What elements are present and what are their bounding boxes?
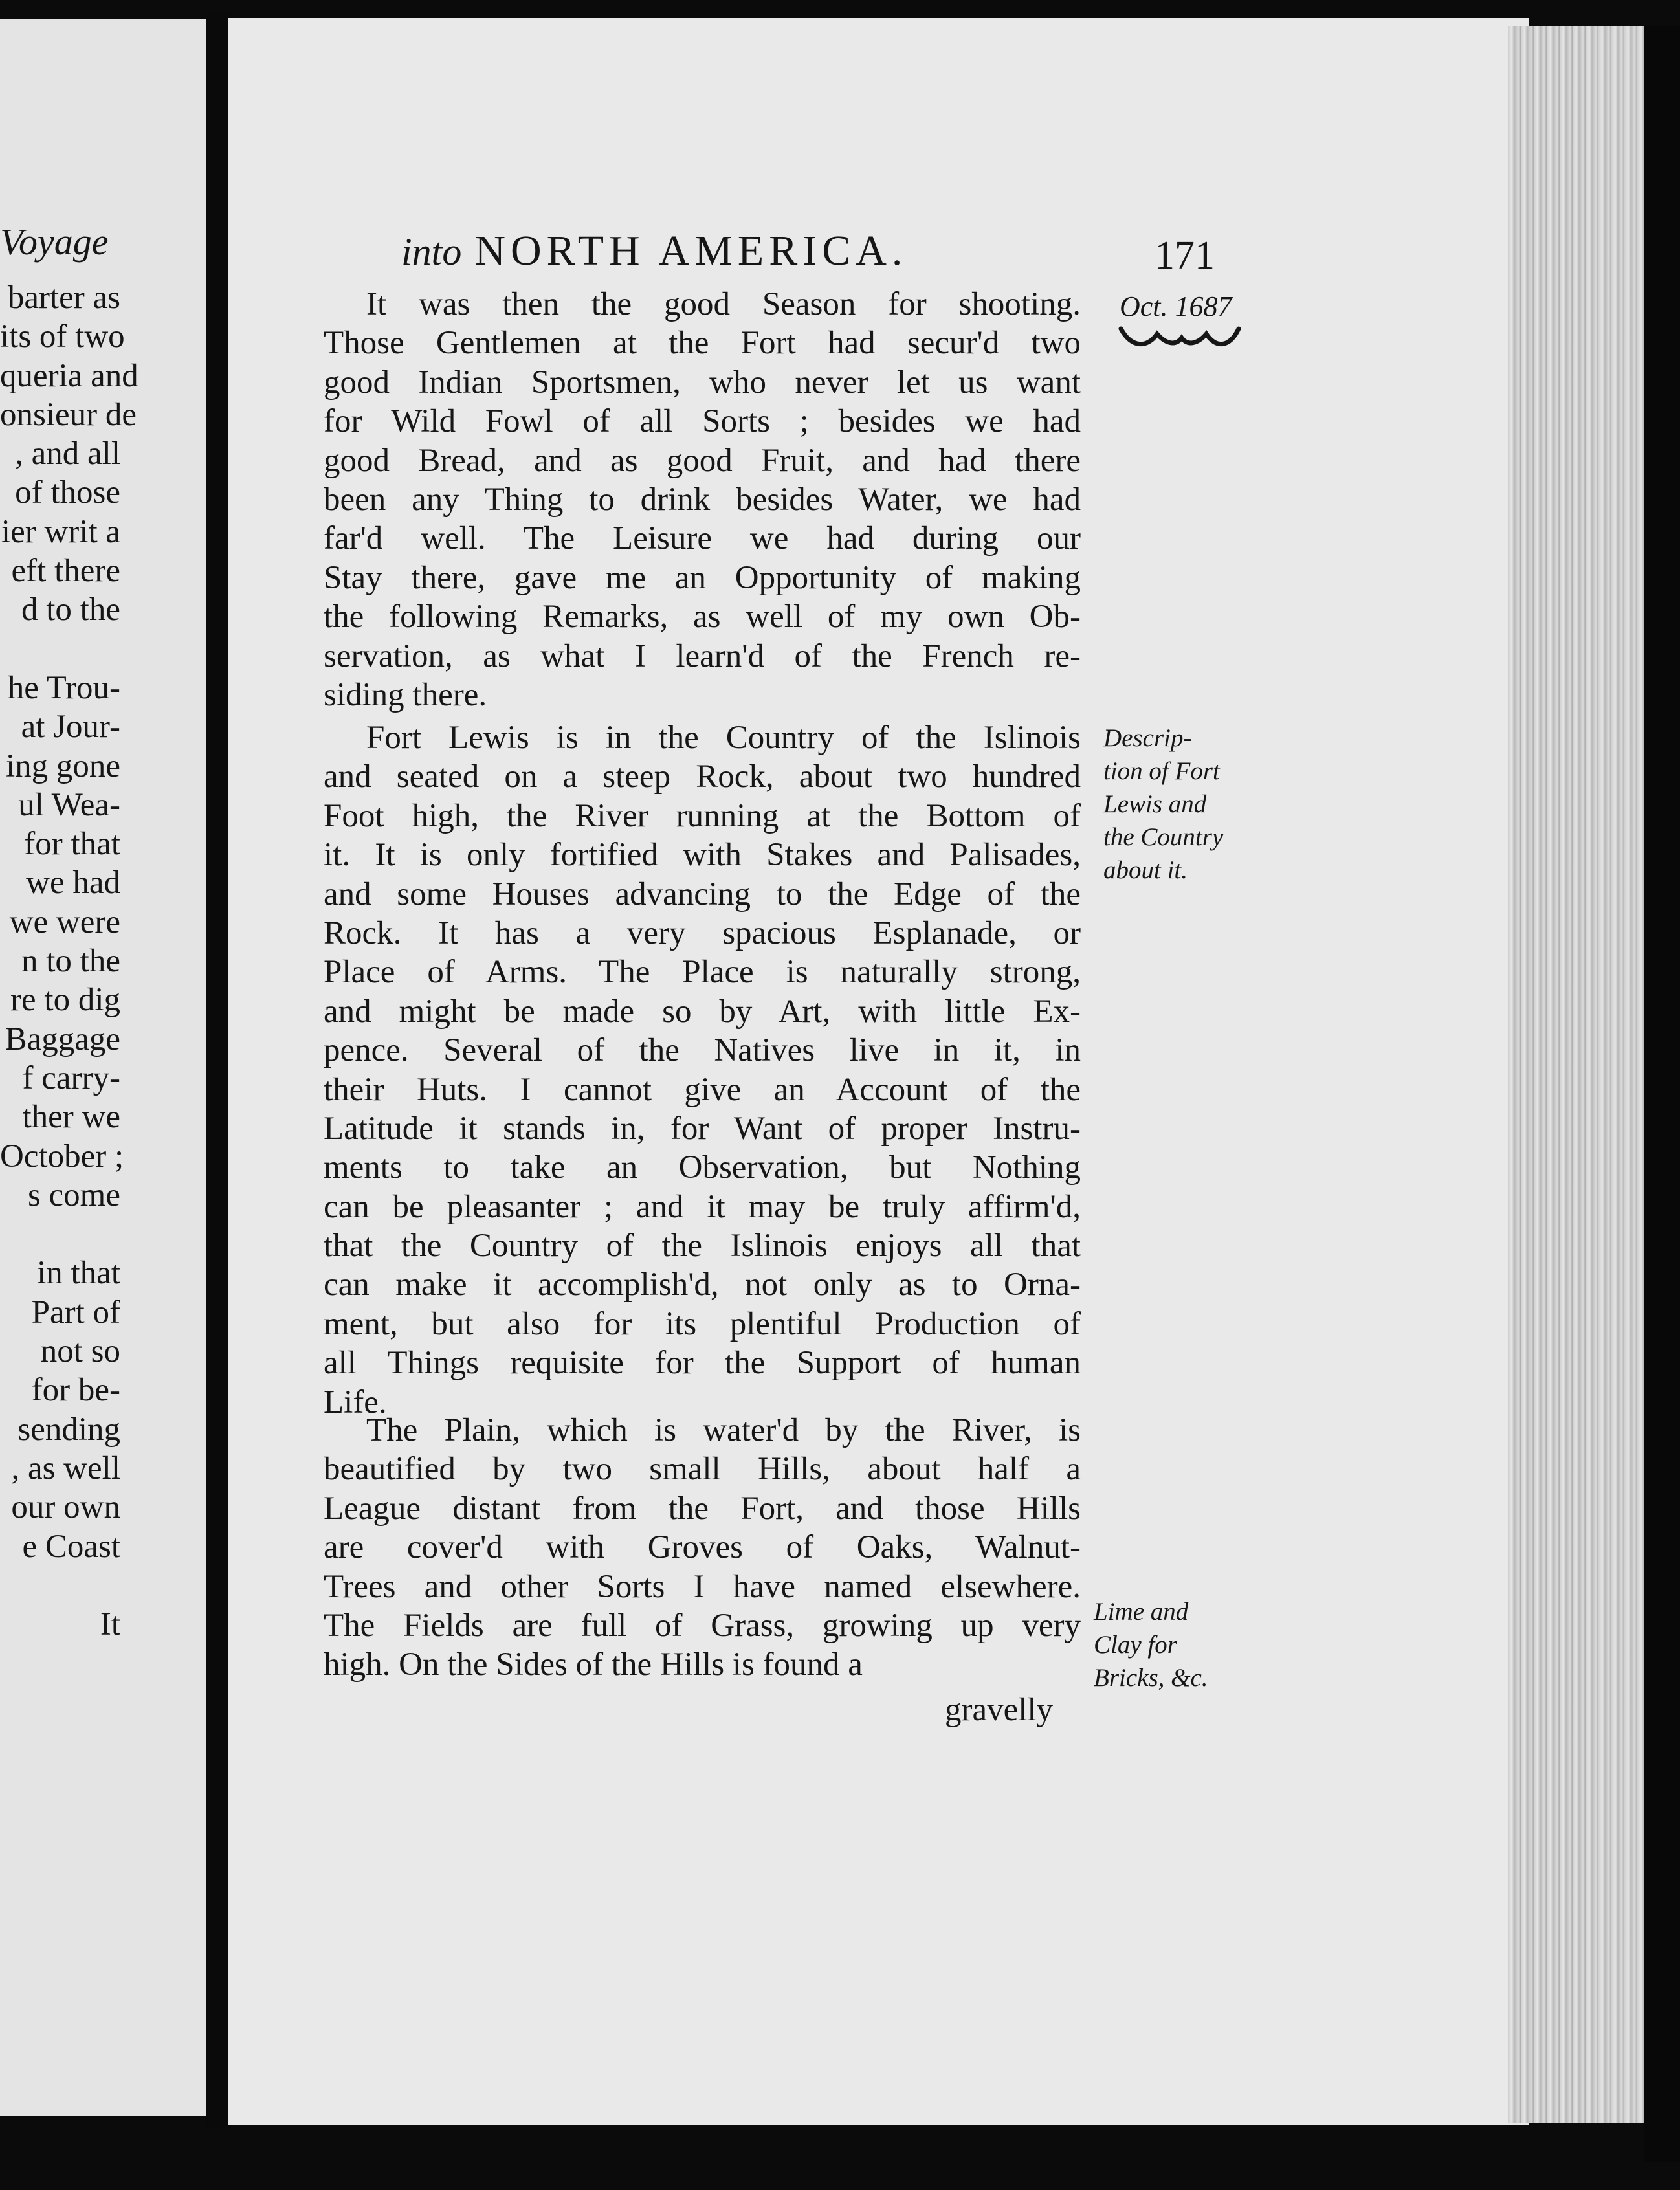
margin-note-line: tion of Fort [1103, 757, 1220, 785]
left-text-line: of those [15, 474, 120, 511]
margin-note-lime-clay [1094, 1595, 1208, 1694]
left-text-line [0, 630, 120, 669]
text-line: can make it accomplish'd, not only as to Orna- [324, 1266, 1081, 1303]
left-text-line: Part of [31, 1294, 120, 1331]
left-text-line [0, 1215, 120, 1254]
text-line: for Wild Fowl of all Sorts ; besides we had [324, 403, 1081, 440]
text-line: The Plain, which is water'd by the River, is [366, 1412, 1081, 1448]
text-line: Trees and other Sorts I have named elsewhere. [324, 1568, 1081, 1605]
left-text-line: f carry- [22, 1059, 120, 1096]
paragraph-plain-hills [324, 1411, 1081, 1685]
left-text-line: at Jour- [21, 709, 120, 746]
left-text-line: It [100, 1606, 120, 1643]
text-line: are cover'd with Groves of Oaks, Walnut- [324, 1529, 1081, 1566]
left-text-line: we had [26, 865, 120, 901]
margin-date: Oct. 1687 [1120, 291, 1232, 322]
page-number: 171 [1155, 234, 1215, 278]
text-line: all Things requisite for the Support of human [324, 1345, 1081, 1382]
text-line: It was then the good Season for shooting. [366, 286, 1081, 322]
margin-note-fort-lewis [1103, 722, 1223, 887]
left-text-line: he Trou- [7, 669, 120, 706]
text-line: ment, but also for its plentiful Production of [324, 1305, 1081, 1342]
text-line: Rock. It has a very spacious Esplanade, or [324, 914, 1081, 951]
text-line: their Huts. I cannot give an Account of the [324, 1071, 1081, 1108]
left-text-line: barter as [7, 280, 120, 316]
paragraph-fort-lewis [324, 718, 1081, 1422]
text-line: servation, as what I learn'd of the French re- [324, 637, 1081, 674]
margin-note-line: Bricks, &c. [1094, 1664, 1208, 1692]
text-line: good Indian Sportsmen, who never let us want [324, 364, 1081, 401]
text-line: and seated on a steep Rock, about two hundred [324, 758, 1081, 795]
text-line: pence. Several of the Natives live in it, in [324, 1032, 1081, 1069]
text-line: Those Gentlemen at the Fort had secur'd two [324, 325, 1081, 362]
left-text-line: sending [17, 1411, 120, 1448]
left-text-line: , and all [15, 436, 120, 472]
text-line: Latitude it stands in, for Want of proper Instru- [324, 1110, 1081, 1147]
left-text-line: ul Wea- [18, 786, 120, 823]
paragraph-hunting-season [324, 285, 1081, 714]
left-text-line: d to the [21, 592, 120, 628]
text-line: far'd well. The Leisure we had during our [324, 520, 1081, 557]
left-text-line [0, 1566, 120, 1605]
left-text-line: for be- [31, 1372, 120, 1409]
left-text-line: re to dig [10, 982, 120, 1019]
margin-note-line: Descrip- [1103, 724, 1192, 752]
left-text-line: its of two [0, 318, 125, 355]
text-line: Life. [324, 1384, 387, 1421]
running-head-lead: into [401, 230, 462, 273]
text-line: Stay there, gave me an Opportunity of making [324, 559, 1081, 596]
page-edges [1508, 26, 1657, 2123]
left-page-text [0, 278, 138, 1644]
brace-ornament [1118, 324, 1241, 349]
catchword: gravelly [945, 1692, 1054, 1728]
margin-note-line: Lime and [1094, 1598, 1189, 1626]
text-line: the following Remarks, as well of my own Ob- [324, 599, 1081, 636]
left-text-line: not so [40, 1333, 120, 1370]
left-text-line: queria and [0, 357, 138, 394]
text-line: siding there. [324, 676, 487, 713]
left-text-line: Baggage [5, 1021, 120, 1057]
left-text-line: ier writ a [1, 513, 120, 550]
left-text-line: for that [24, 826, 120, 863]
margin-note-line: about it. [1103, 856, 1188, 884]
text-line: Place of Arms. The Place is naturally strong, [324, 954, 1081, 991]
text-line: that the Country of the Islinois enjoys all that [324, 1228, 1081, 1265]
edge-shadow [1644, 26, 1680, 2162]
left-text-line: ther we [22, 1099, 120, 1136]
margin-note-line: Clay for [1094, 1631, 1177, 1659]
left-text-line: , as well [11, 1450, 120, 1487]
margin-note-line: the Country [1103, 823, 1224, 851]
text-line: can be pleasanter ; and it may be truly affirm'd, [324, 1188, 1081, 1225]
left-text-line: we were [9, 903, 120, 940]
left-text-line: e Coast [22, 1528, 120, 1565]
text-line: good Bread, and as good Fruit, and had there [324, 442, 1081, 479]
left-text-line: ing gone [5, 747, 120, 784]
text-line: beautified by two small Hills, about half a [324, 1451, 1081, 1488]
left-text-line: n to the [21, 943, 120, 980]
text-line: Fort Lewis is in the Country of the Islinois [366, 720, 1081, 756]
text-line: ments to take an Observation, but Nothing [324, 1149, 1081, 1186]
margin-note-line: Lewis and [1103, 790, 1207, 818]
left-text-line: onsieur de [0, 396, 137, 433]
text-line: and some Houses advancing to the Edge of the [324, 876, 1081, 912]
text-line: it. It is only fortified with Stakes and Palisades, [324, 837, 1081, 874]
text-line: high. On the Sides of the Hills is found a [324, 1646, 863, 1683]
left-text-line: October ; [0, 1138, 124, 1175]
text-line: League distant from the Fort, and those Hills [324, 1490, 1081, 1527]
left-text-line: our own [11, 1489, 120, 1526]
running-head-title: NORTH AMERICA. [474, 227, 908, 274]
left-text-line: in that [37, 1255, 120, 1292]
text-line: and might be made so by Art, with little Ex- [324, 993, 1081, 1030]
running-head [401, 227, 907, 276]
left-text-line: s come [27, 1177, 120, 1213]
text-line: been any Thing to drink besides Water, we had [324, 481, 1081, 518]
left-text-line: eft there [11, 553, 120, 590]
text-line: Foot high, the River running at the Bottom of [324, 797, 1081, 834]
text-line: The Fields are full of Grass, growing up very [324, 1607, 1081, 1644]
left-running-title: Voyage [0, 221, 109, 263]
